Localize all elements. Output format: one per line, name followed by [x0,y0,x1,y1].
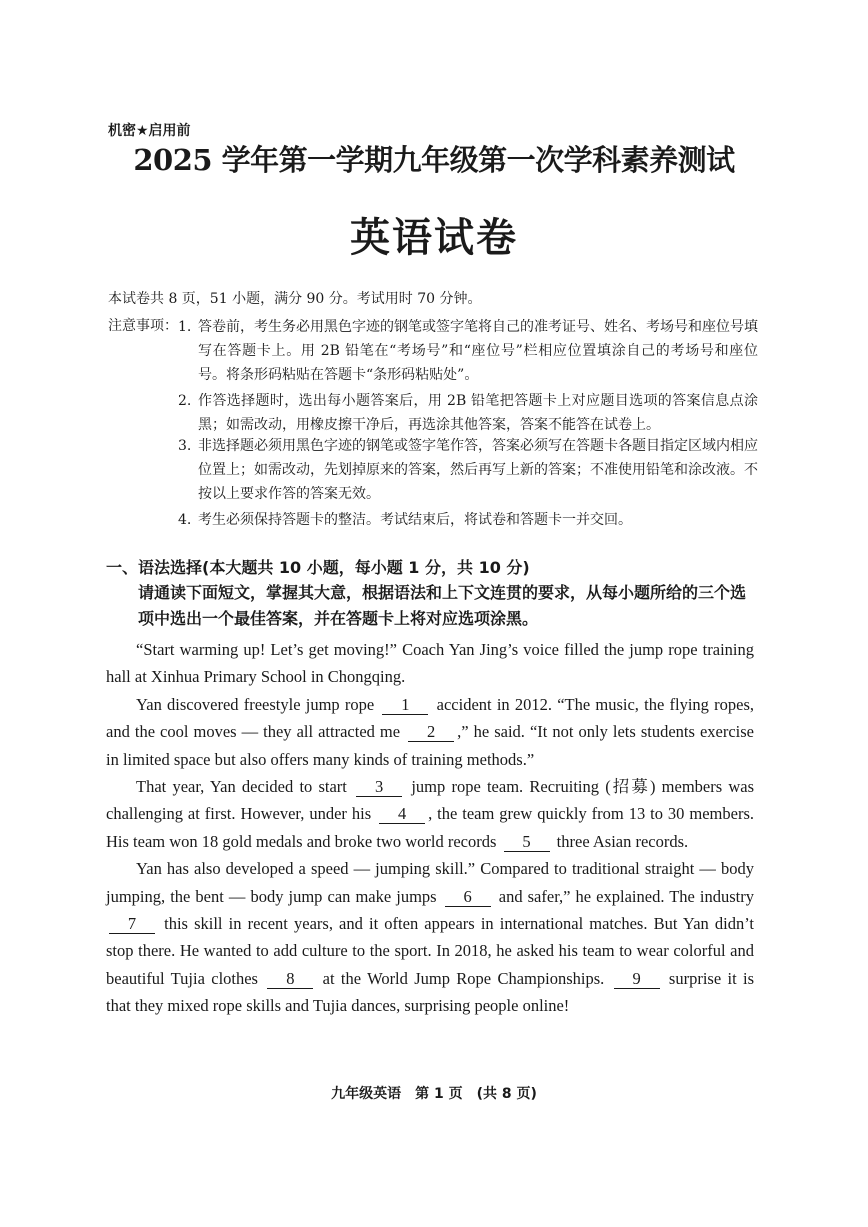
blank-4: 4 [379,805,425,824]
blank-2: 2 [408,723,454,742]
note-text: 非选择题必须用黑色字迹的钢笔或签字笔作答，答案必须写在答题卡各题目指定区域内相应位置上；如需改动，先划掉原来的答案，然后再写上新的答案；不准使用铅笔和涂改液。不按以上要求作答的答案无效。 [198,438,758,502]
note-item [178,434,758,506]
note-number: 3. [178,438,192,454]
paragraph-text: Yan discovered freestyle jump rope [136,694,375,714]
paragraph-text: surprise it is that they mixed rope skills and Tujia dances, surprising people online! [106,968,754,1016]
note-item [178,389,758,437]
note-text: 考生必须保持答题卡的整洁。考试结束后，将试卷和答题卡一并交回。 [198,512,632,528]
note-number: 4. [178,512,192,528]
blank-3: 3 [356,778,402,797]
exam-title: 2025 学年第一学期九年级第一次学科素养测试 [133,143,735,177]
paragraph-text: “Start warming up! Let’s get moving!” Coach Yan Jing’s voice filled the jump rope training hall at Xinhua Primary School in Chongqing. [106,640,754,687]
section-instruction: 请通读下面短文，掌握其大意，根据语法和上下文连贯的要求，从每小题所给的三个选项中选出一个最佳答案，并在答题卡上将对应选项涂黑。 [138,583,747,628]
reading-passage [106,636,754,1020]
paragraph-text: , the team grew quickly from 13 to 30 members. His team won 18 gold medals and broke two world records [106,804,754,851]
passage-paragraph [106,855,754,1019]
paragraph-text: accident in 2012. “The music, the flying ropes, and the cool moves — they all attracted me [106,694,755,742]
confidential-mark: 机密★启用前 [108,123,191,139]
subject-title: 英语试卷 [350,214,518,261]
paragraph-text: and safer,” he explained. The industry [498,886,755,906]
section-heading: 一、语法选择(本大题共 10 小题，每小题 1 分，共 10 分) [106,558,530,577]
note-text: 作答选择题时，选出每小题答案后，用 2B 铅笔把答题卡上对应题目选项的答案信息点涂黑；如需改动，用橡皮擦干净后，再选涂其他答案，答案不能答在试卷上。 [198,393,758,433]
note-number: 2. [178,393,192,409]
page-footer: 九年级英语 第 1 页 (共 8 页) [331,1086,537,1102]
blank-7: 7 [109,915,155,934]
paragraph-text: at the World Jump Rope Championships. [322,968,605,988]
note-item [178,315,758,387]
passage-paragraph [106,636,754,691]
paragraph-text: ,” he said. “It not only lets students exercise in limited space but also offers many kinds of training methods.” [106,722,755,769]
blank-5: 5 [504,833,550,852]
blank-9: 9 [614,970,660,989]
paragraph-text: this skill in recent years, and it often appears in international matches. But Yan didn’t stop there. He wanted to add culture to the sport. In 2018, he asked his team to wear colorful and beautiful Tujia clothes [106,914,755,988]
passage-paragraph [106,773,754,855]
note-item [178,508,758,532]
notes-label: 注意事项： [108,318,178,334]
passage-paragraph [106,691,754,773]
note-text: 答卷前，考生务必用黑色字迹的钢笔或签字笔将自己的准考证号、姓名、考场号和座位号填写在答题卡上。用 2B 铅笔在“考场号”和“座位号”栏相应位置填涂自己的考场号和座位号。将条形码粘贴在答题卡“条形码粘贴处”。 [198,319,758,383]
paragraph-text: jump rope team. Recruiting (招募) members was challenging at first. However, under his [106,777,755,824]
blank-8: 8 [267,970,313,989]
blank-6: 6 [445,888,491,907]
note-number: 1. [178,319,192,335]
paragraph-text: That year, Yan decided to start [136,777,347,797]
blank-1: 1 [382,696,428,715]
exam-intro: 本试卷共 8 页，51 小题，满分 90 分。考试用时 70 分钟。 [108,291,482,307]
paragraph-text: three Asian records. [556,831,689,851]
paragraph-text: Yan has also developed a speed — jumping skill.” Compared to traditional straight — body jumping, the bent — body jump can make jumps [106,859,754,906]
